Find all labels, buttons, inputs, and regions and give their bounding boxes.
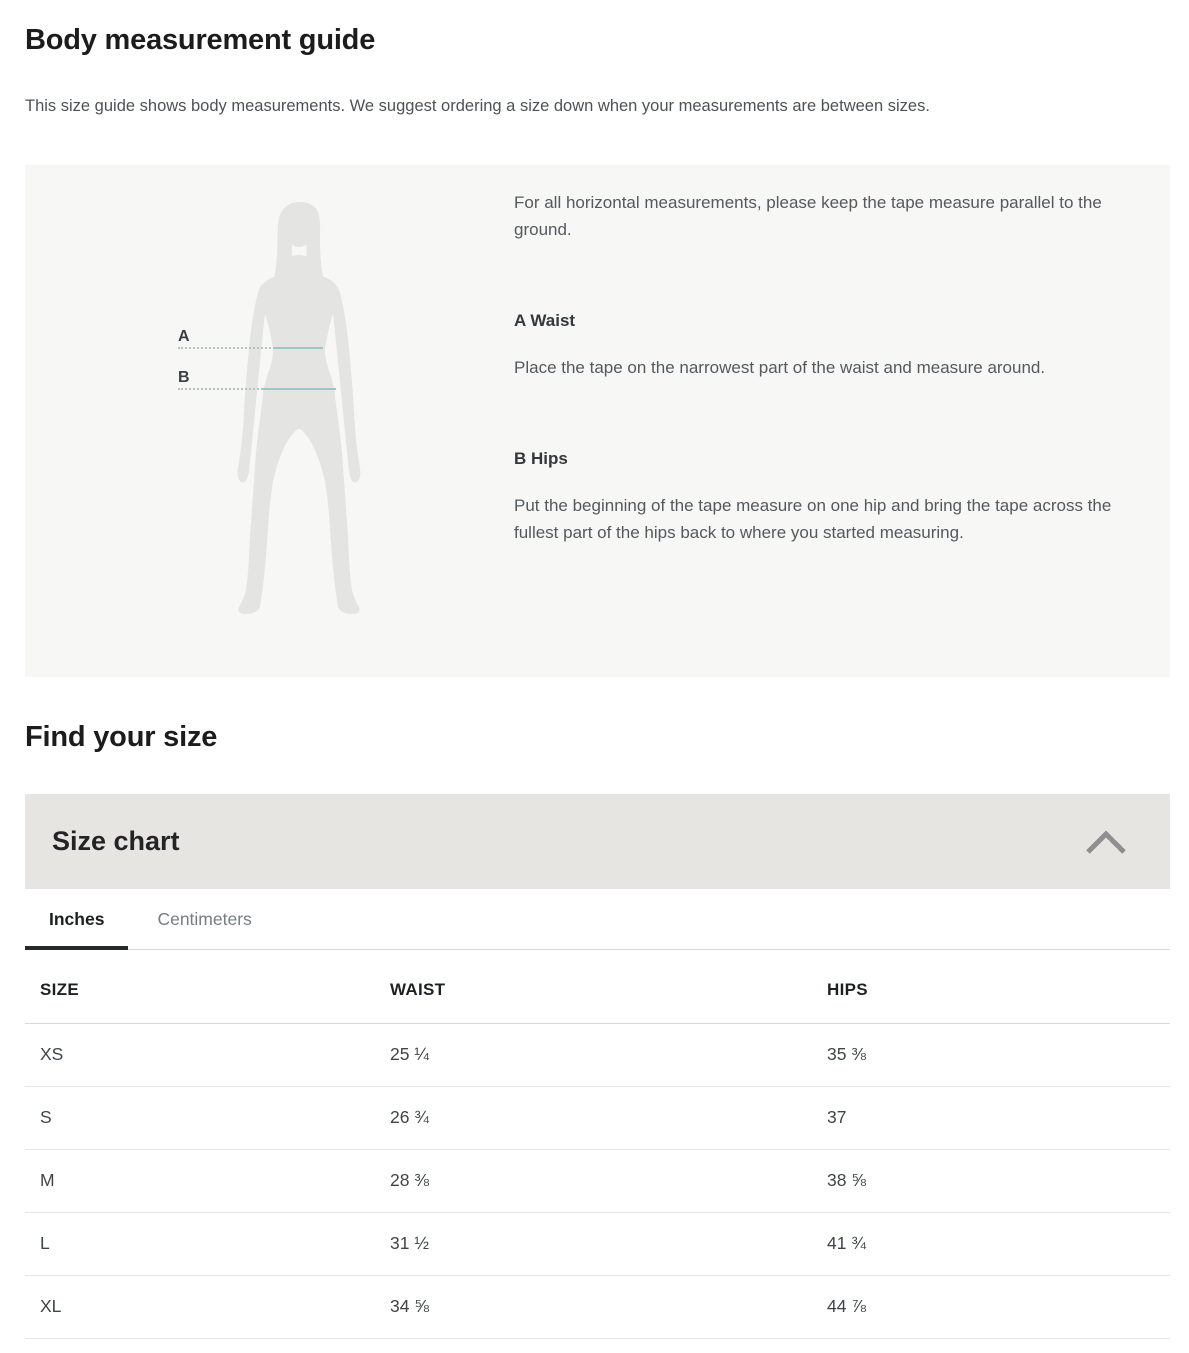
column-header-hips: HIPS: [827, 950, 1170, 1024]
unit-tabs: [25, 889, 1170, 950]
dotted-line: [178, 388, 263, 390]
female-body-silhouette-icon: [237, 200, 367, 614]
cell-size: S: [25, 1087, 390, 1150]
tab-inches[interactable]: Inches: [25, 889, 128, 949]
cell-hips: 35 ⅜: [827, 1024, 1170, 1087]
tape-line-teal: [275, 347, 323, 349]
cell-waist: 25 ¼: [390, 1024, 827, 1087]
chevron-up-icon: [1084, 829, 1128, 855]
waist-section-text: Place the tape on the narrowest part of the waist and measure around.: [514, 358, 1046, 377]
size-table: [25, 950, 1170, 1339]
cell-size: XL: [25, 1276, 390, 1339]
cell-waist: 28 ⅜: [390, 1150, 827, 1213]
instructions-intro: For all horizontal measurements, please keep the tape measure parallel to the ground.: [514, 193, 1102, 239]
tape-line-teal: [263, 388, 336, 390]
table-row: [25, 1024, 1170, 1087]
measurement-guide-panel: [25, 165, 1170, 677]
find-size-title: Find your size: [25, 721, 218, 753]
cell-waist: 26 ¾: [390, 1087, 827, 1150]
column-header-waist: WAIST: [390, 950, 827, 1024]
cell-hips: 41 ¾: [827, 1213, 1170, 1276]
table-row: [25, 1087, 1170, 1150]
hips-section-title: B Hips: [514, 449, 568, 468]
marker-b-label: B: [178, 369, 190, 386]
cell-size: M: [25, 1150, 390, 1213]
page-title: Body measurement guide: [25, 24, 376, 56]
table-row: [25, 1150, 1170, 1213]
cell-hips: 38 ⅝: [827, 1150, 1170, 1213]
marker-b-line: [178, 388, 336, 390]
cell-hips: 44 ⅞: [827, 1276, 1170, 1339]
table-header-row: [25, 950, 1170, 1024]
cell-waist: 31 ½: [390, 1213, 827, 1276]
table-row: [25, 1213, 1170, 1276]
cell-size: XS: [25, 1024, 390, 1087]
size-chart-title: Size chart: [52, 826, 180, 856]
size-chart-header[interactable]: [25, 794, 1170, 889]
marker-a-label: A: [178, 328, 190, 345]
cell-hips: 37: [827, 1087, 1170, 1150]
column-header-size: SIZE: [25, 950, 390, 1024]
measurement-instructions: [514, 189, 1122, 546]
hips-section-text: Put the beginning of the tape measure on one hip and bring the tape across the fullest part of the hips back to where you started measuring.: [514, 496, 1112, 542]
size-guide-page: [25, 24, 1170, 1339]
marker-a-line: [178, 347, 323, 349]
waist-section-title: A Waist: [514, 311, 576, 330]
table-row: [25, 1276, 1170, 1339]
dotted-line: [178, 347, 275, 349]
cell-size: L: [25, 1213, 390, 1276]
intro-text: This size guide shows body measurements. We suggest ordering a size down when your measurements are between sizes.: [25, 97, 930, 115]
cell-waist: 34 ⅝: [390, 1276, 827, 1339]
tab-centimeters[interactable]: Centimeters: [133, 889, 275, 949]
